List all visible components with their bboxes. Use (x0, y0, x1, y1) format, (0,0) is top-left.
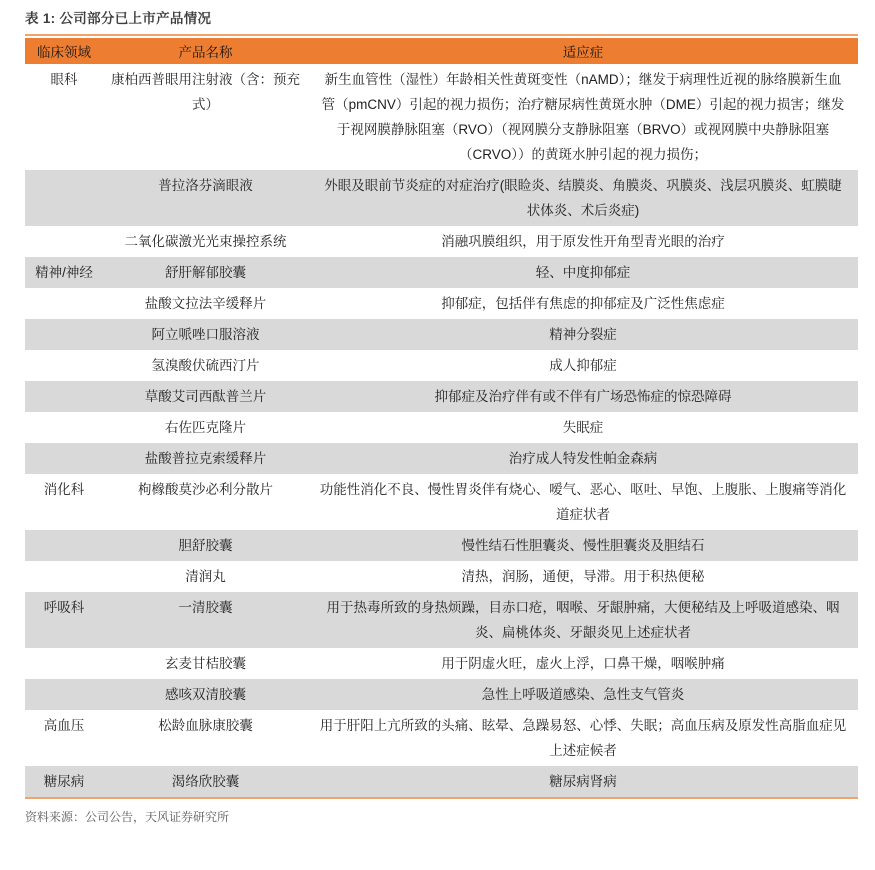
clinical-field-cell: 眼科 (50, 72, 78, 87)
table-row (25, 350, 858, 381)
table-row (25, 257, 858, 288)
table-row (25, 319, 858, 350)
product-name-cell: 舒肝解郁胶囊 (165, 265, 246, 280)
table-row (25, 474, 858, 530)
clinical-field-cell (25, 288, 103, 319)
indication-cell: 精神分裂症 (549, 327, 617, 342)
column-header-clinical-field: 临床领域 (25, 38, 103, 64)
product-name-cell: 盐酸普拉克索缓释片 (144, 451, 267, 466)
table-row (25, 530, 858, 561)
clinical-field-cell (25, 648, 103, 679)
table-row (25, 64, 858, 170)
clinical-field-cell (25, 443, 103, 474)
table-row (25, 648, 858, 679)
product-name-cell: 感咳双清胶囊 (165, 687, 246, 702)
table-row (25, 170, 858, 226)
source-note: 资料来源：公司公告，天风证券研究所 (25, 810, 230, 824)
product-name-cell: 枸橼酸莫沙必利分散片 (138, 482, 273, 497)
table-row (25, 288, 858, 319)
indication-cell: 用于热毒所致的身热烦躁，目赤口疮，咽喉、牙龈肿痛，大便秘结及上呼吸道感染、咽炎、扁桃体炎、牙龈炎见上述症状者 (326, 600, 840, 640)
indication-cell: 功能性消化不良、慢性胃炎伴有烧心、嗳气、恶心、呕吐、早饱、上腹胀、上腹痛等消化道症状者 (319, 482, 847, 522)
products-table (25, 38, 858, 799)
clinical-field-cell: 精神/神经 (35, 265, 93, 280)
indication-cell: 消融巩膜组织，用于原发性开角型青光眼的治疗 (441, 234, 725, 249)
product-name-cell: 普拉洛芬滴眼液 (158, 178, 253, 193)
table-row (25, 710, 858, 766)
clinical-field-cell: 糖尿病 (43, 774, 85, 789)
table-row (25, 766, 858, 798)
table-row (25, 679, 858, 710)
product-name-cell: 玄麦甘桔胶囊 (165, 656, 246, 671)
indication-cell: 成人抑郁症 (549, 358, 617, 373)
indication-cell: 用于阴虚火旺，虚火上浮，口鼻干燥，咽喉肿痛 (441, 656, 725, 671)
clinical-field-cell (25, 561, 103, 592)
clinical-field-cell (25, 381, 103, 412)
table-header-row (25, 38, 858, 64)
product-name-cell: 一清胶囊 (178, 600, 233, 615)
product-name-cell: 阿立哌唑口服溶液 (151, 327, 260, 342)
indication-cell: 新生血管性（湿性）年龄相关性黄斑变性（nAMD）；继发于病理性近视的脉络膜新生血管（pmCNV）引起的视力损伤；治疗糖尿病性黄斑水肿（DME）引起的视力损害；继发于视网膜静脉阻塞（RVO）（视网膜分支静脉阻塞（BRVO）或视网膜中央静脉阻塞（CRVO））的黄斑水肿引起的视力损伤； (321, 72, 845, 162)
product-name-cell: 二氧化碳激光光束操控系统 (124, 234, 287, 249)
column-header-product-name: 产品名称 (103, 38, 308, 64)
product-name-cell: 清润丸 (185, 569, 226, 584)
indication-cell: 清热，润肠，通便，导滞。用于积热便秘 (461, 569, 705, 584)
clinical-field-cell (25, 319, 103, 350)
product-name-cell: 氢溴酸伏硫西汀片 (151, 358, 260, 373)
title-accent-line (25, 34, 858, 36)
product-name-cell: 草酸艾司西酞普兰片 (144, 389, 267, 404)
page-title: 表 1: 公司部分已上市产品情况 (25, 11, 212, 26)
table-row (25, 412, 858, 443)
product-name-cell: 康柏西普眼用注射液（含：预充式） (111, 72, 300, 112)
indication-cell: 急性上呼吸道感染、急性支气管炎 (481, 687, 685, 702)
product-name-cell: 右佐匹克隆片 (165, 420, 246, 435)
product-name-cell: 渴络欣胶囊 (171, 774, 240, 789)
clinical-field-cell (25, 226, 103, 257)
table-row (25, 592, 858, 648)
table-row (25, 226, 858, 257)
clinical-field-cell (25, 170, 103, 226)
clinical-field-cell: 消化科 (43, 482, 85, 497)
indication-cell: 慢性结石性胆囊炎、慢性胆囊炎及胆结石 (461, 538, 705, 553)
product-name-cell: 松龄血脉康胶囊 (158, 718, 253, 733)
clinical-field-cell (25, 350, 103, 381)
indication-cell: 糖尿病肾病 (549, 774, 617, 789)
indication-cell: 用于肝阳上亢所致的头痛、眩晕、急躁易怒、心悸、失眠；高血压病及原发性高脂血症见上述症候者 (319, 718, 847, 758)
clinical-field-cell: 高血压 (43, 718, 85, 733)
indication-cell: 抑郁症，包括伴有焦虑的抑郁症及广泛性焦虑症 (441, 296, 725, 311)
clinical-field-cell (25, 679, 103, 710)
indication-cell: 治疗成人特发性帕金森病 (508, 451, 658, 466)
clinical-field-cell: 呼吸科 (43, 600, 85, 615)
indication-cell: 失眠症 (562, 420, 604, 435)
clinical-field-cell (25, 530, 103, 561)
indication-cell: 抑郁症及治疗伴有或不伴有广场恐怖症的惊恐障碍 (434, 389, 732, 404)
table-row (25, 443, 858, 474)
product-name-cell: 胆舒胶囊 (178, 538, 233, 553)
table-row (25, 381, 858, 412)
product-name-cell: 盐酸文拉法辛缓释片 (144, 296, 267, 311)
indication-cell: 轻、中度抑郁症 (535, 265, 631, 280)
table-row (25, 561, 858, 592)
clinical-field-cell (25, 412, 103, 443)
indication-cell: 外眼及眼前节炎症的对症治疗(眼睑炎、结膜炎、角膜炎、巩膜炎、浅层巩膜炎、虹膜睫状体炎、术后炎症) (324, 178, 842, 218)
column-header-indication: 适应症 (308, 38, 858, 64)
